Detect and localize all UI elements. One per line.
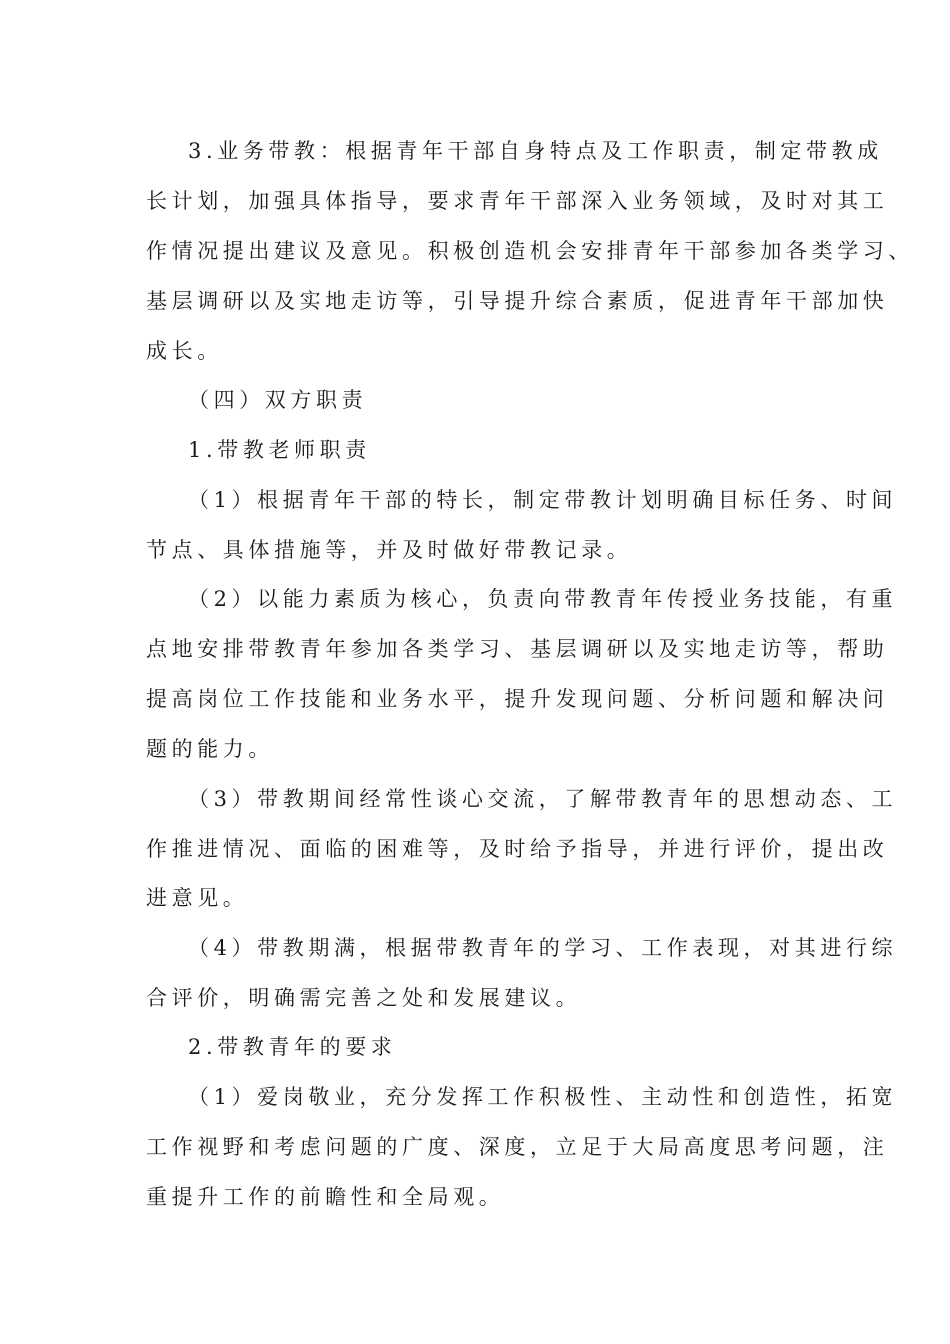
paragraph-line: 作情况提出建议及意见。积极创造机会安排青年干部参加各类学习、 — [146, 239, 914, 263]
paragraph-line: 题的能力。 — [146, 737, 274, 761]
section-heading: （四）双方职责 — [188, 388, 368, 412]
paragraph-line: 重提升工作的前瞻性和全局观。 — [146, 1185, 505, 1209]
paragraph-line: 作推进情况、面临的困难等，及时给予指导，并进行评价，提出改 — [146, 837, 889, 861]
paragraph-line: 进意见。 — [146, 886, 249, 910]
paragraph-line: 合评价，明确需完善之处和发展建议。 — [146, 986, 582, 1010]
paragraph-line: 3.业务带教：根据青年干部自身特点及工作职责，制定带教成 — [188, 139, 883, 163]
paragraph-line: （4）带教期满，根据带教青年的学习、工作表现，对其进行综 — [188, 936, 898, 960]
paragraph-line: （1）爱岗敬业，充分发挥工作积极性、主动性和创造性，拓宽 — [188, 1085, 898, 1109]
subsection-heading: 1.带教老师职责 — [188, 438, 371, 462]
paragraph-line: 工作视野和考虑问题的广度、深度，立足于大局高度思考问题，注 — [146, 1135, 889, 1159]
paragraph-line: （2）以能力素质为核心，负责向带教青年传授业务技能，有重 — [188, 587, 898, 611]
paragraph-line: （3）带教期间经常性谈心交流，了解带教青年的思想动态、工 — [188, 787, 898, 811]
subsection-heading: 2.带教青年的要求 — [188, 1035, 397, 1059]
paragraph-line: 基层调研以及实地走访等，引导提升综合素质，促进青年干部加快 — [146, 289, 889, 313]
paragraph-line: （1）根据青年干部的特长，制定带教计划明确目标任务、时间 — [188, 488, 898, 512]
paragraph-line: 提高岗位工作技能和业务水平，提升发现问题、分析问题和解决问 — [146, 687, 889, 711]
paragraph-line: 长计划，加强具体指导，要求青年干部深入业务领域，及时对其工 — [146, 189, 889, 213]
paragraph-line: 成长。 — [146, 339, 223, 363]
paragraph-line: 点地安排带教青年参加各类学习、基层调研以及实地走访等，帮助 — [146, 637, 889, 661]
paragraph-line: 节点、具体措施等，并及时做好带教记录。 — [146, 538, 633, 562]
